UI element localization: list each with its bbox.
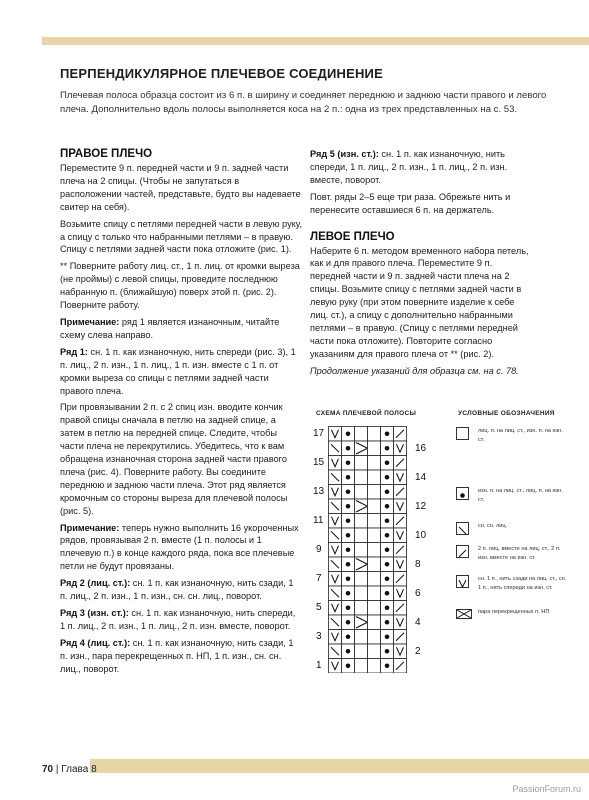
chart-cell: [355, 485, 368, 500]
slash-left-icon: [456, 522, 469, 535]
left-shoulder-heading: ЛЕВОЕ ПЛЕЧО: [310, 230, 395, 243]
row-label: Ряд 1:: [60, 346, 88, 357]
purl-dot-mark: [385, 460, 390, 465]
purl-dot-mark: [385, 576, 390, 581]
footer-separator: |: [55, 764, 62, 775]
row-text: сн. 1 п. как изнаночную, нить спереди (рис. 3), 1 п. лиц., 2 п. изн., 1 п. лиц., 1 п. изн. вместе с 1 п. от кромки выреза со спицы с петлями задней части правого плеча.: [60, 346, 296, 396]
purl-dot-mark: [385, 562, 390, 567]
purl-dot-mark: [346, 576, 351, 581]
chart-cell: [368, 470, 381, 485]
chart-cell: [355, 514, 368, 529]
slash-right-icon: [456, 545, 469, 558]
chart-cell: [368, 514, 381, 529]
purl-dot-mark: [385, 591, 390, 596]
chart-cell: [355, 528, 368, 543]
row-number: 12: [415, 500, 427, 512]
legend-text: сн. 1 п., нить сзади на лиц. ст., сн. 1 п., нить спереди на изн. ст.: [478, 576, 567, 591]
paragraph: Наберите 6 п. методом временного набора петель, как и для правого плеча. Переместите 9 п. передней части и 9 п. задней части плеча на 2 спицы. Возьмите спицу с петлями задней части в левую руку (при этом поверните изделие к себе лиц. ст.), а спицу с дополнительно набранными петлями – в правую. (Спицу с петлями передней части пока отложите). Повторите согласно указаниям для правого плеча от ** (рис. 2).: [310, 245, 529, 359]
row-number: 4: [415, 616, 421, 628]
chart-cell: [368, 557, 381, 572]
row-instruction: [60, 346, 302, 398]
row-number: 10: [415, 529, 427, 541]
row-number: 16: [415, 442, 427, 454]
dot-icon: [456, 487, 469, 500]
paragraph: Повт. ряды 2–5 еще три раза. Обрежьте нить и перенесите оставшиеся 6 п. на держатель.: [310, 191, 511, 215]
row-number: 8: [415, 558, 421, 570]
purl-dot-mark: [346, 620, 351, 625]
purl-dot-mark: [385, 518, 390, 523]
purl-dot-mark: [385, 489, 390, 494]
row-number: 3: [316, 631, 322, 642]
page-title: ПЕРПЕНДИКУЛЯРНОЕ ПЛЕЧЕВОЕ СОЕДИНЕНИЕ: [60, 66, 383, 81]
purl-dot-mark: [346, 446, 351, 451]
legend-text: лиц. п. на лиц. ст., изн. п. на изн. ст.: [478, 428, 563, 443]
purl-dot-mark: [346, 475, 351, 480]
row-instruction: [310, 148, 535, 187]
chart-cell: [368, 659, 381, 674]
legend-text: 2 п. лиц. вместе на лиц. ст., 2 п. изн. вместе на изн. ст.: [478, 546, 561, 561]
purl-dot-mark: [385, 533, 390, 538]
chart-grid: [329, 427, 407, 674]
purl-dot-mark: [346, 489, 351, 494]
note-label: Примечание:: [60, 522, 120, 533]
row-label: Ряд 4 (лиц. ст.):: [60, 637, 131, 648]
chart-cell: [355, 630, 368, 645]
purl-dot-mark: [385, 663, 390, 668]
purl-dot-mark: [385, 504, 390, 509]
legend-text: сн. сн. лиц.: [478, 523, 508, 529]
diagram-title: СХЕМА ПЛЕЧЕВОЙ ПОЛОСЫ: [316, 410, 417, 417]
purl-dot-mark: [346, 547, 351, 552]
row-instruction: [60, 607, 302, 633]
chart-cell: [355, 543, 368, 558]
purl-dot-mark: [346, 591, 351, 596]
note-paragraph: [60, 316, 302, 342]
knitting-chart: [328, 426, 408, 673]
purl-dot-mark: [346, 431, 351, 436]
chapter-label: Глава 8: [61, 764, 97, 775]
chart-cell: [368, 485, 381, 500]
chart-cell: [368, 630, 381, 645]
chart-cell: [355, 644, 368, 659]
row-number: 13: [313, 486, 325, 497]
chart-cell: [368, 427, 381, 442]
chart-cell: [368, 456, 381, 471]
purl-dot-mark: [346, 649, 351, 654]
row-number: 6: [415, 587, 421, 599]
right-column: [310, 148, 535, 382]
chart-cell: [355, 586, 368, 601]
empty-square-icon: [456, 427, 469, 440]
purl-dot-mark: [385, 446, 390, 451]
chart-cell: [355, 470, 368, 485]
page-footer: [42, 764, 97, 775]
continuation-note: Продолжение указаний для образца см. на с. 78.: [310, 365, 519, 376]
v-icon: [456, 575, 469, 588]
row-text: сн. 1 п. как изнаночную, нить сзади, 1 п. лиц., 2 п. изн., 1 п. изн., сн. сн. лиц., поворот.: [60, 578, 294, 602]
chart-cell: [355, 427, 368, 442]
purl-dot-mark: [385, 547, 390, 552]
row-number: 11: [313, 515, 324, 526]
right-shoulder-heading: ПРАВОЕ ПЛЕЧО: [60, 148, 153, 160]
row-instruction: [60, 577, 302, 603]
chart-cell: [355, 601, 368, 616]
chart-cell: [355, 456, 368, 471]
purl-dot-mark: [346, 504, 351, 509]
chart-cell: [368, 615, 381, 630]
note-paragraph: [60, 522, 302, 574]
top-decorative-bar: [42, 37, 589, 45]
chart-cell: [368, 499, 381, 514]
paragraph: ** Поверните работу лиц. ст., 1 п. лиц. от кромки выреза (не проймы) с левой спицы, проведите последнюю набранную п. (ближайшую) поверх этой п. (рис. 2). Поверните работу.: [60, 261, 300, 311]
row-text: сн. 1 п. как изнаночную, нить сзади, 1 п. изн., пара перекрещенных п. НП, 1 п. изн., сн. сн. лиц., поворот.: [60, 637, 294, 674]
paragraph: Возьмите спицу с петлями передней части в левую руку, а спицу с только что набранными петлями – в правую. Спицу с петлями задней части пока отложите (рис. 1).: [60, 218, 303, 255]
purl-dot-mark: [346, 533, 351, 538]
purl-dot-mark: [346, 518, 351, 523]
chart-cell: [355, 572, 368, 587]
row-number: 9: [316, 544, 322, 555]
page-number: 70: [42, 764, 54, 775]
chart-cell: [355, 659, 368, 674]
purl-dot-mark: [346, 634, 351, 639]
row-number: 15: [313, 457, 325, 468]
purl-dot-mark: [385, 634, 390, 639]
row-number: 5: [316, 602, 322, 613]
purl-dot-mark: [346, 663, 351, 668]
row-number: 7: [316, 573, 322, 584]
purl-dot-mark: [385, 605, 390, 610]
row-number: 2: [415, 645, 421, 657]
row-label: Ряд 2 (лиц. ст.):: [60, 578, 131, 589]
purl-dot-mark: [385, 649, 390, 654]
chart-cell: [368, 441, 381, 456]
row-number: 1: [316, 660, 322, 671]
chart-cell: [368, 543, 381, 558]
legend-text: изн. п. на лиц. ст., лиц. п. на изн. ст.: [478, 488, 563, 503]
purl-dot-mark: [346, 562, 351, 567]
note-label: Примечание:: [60, 316, 120, 327]
purl-dot-mark: [385, 431, 390, 436]
chart-cell: [368, 601, 381, 616]
paragraph: Переместите 9 п. передней части и 9 п. задней части плеча на 2 спицы. (Чтобы не запутаться в расположении частей, представьте, будто вы надеваете свитер на себя).: [60, 163, 301, 212]
bottom-decorative-bar: [90, 759, 589, 773]
row-number: 17: [313, 428, 325, 439]
watermark: PassionForum.ru: [512, 784, 581, 794]
row-text: сн. 1 п. как изнаночную, нить спереди, 1 п. лиц., 2 п. изн., 1 п. лиц., 2 п. изн. вместе, поворот.: [60, 608, 296, 631]
legend-text: пара перекрещенных п. НП: [478, 609, 550, 615]
chart-cell: [368, 572, 381, 587]
purl-dot-mark: [385, 475, 390, 480]
legend-title: УСЛОВНЫЕ ОБОЗНАЧЕНИЯ: [458, 410, 555, 417]
note-text: ряд 1 является изнаночным, читайте схему слева направо.: [60, 316, 280, 340]
row-label: Ряд 3 (изн. ст.):: [60, 608, 129, 618]
cross-icon: [456, 606, 472, 616]
row-text: сн. 1 п. как изнаночную, нить спереди, 1 п. лиц., 2 п. изн., 1 п. лиц., 2 п. изн. вместе, поворот.: [310, 149, 508, 185]
chart-cell: [368, 528, 381, 543]
row-label: Ряд 5 (изн. ст.):: [310, 149, 379, 159]
paragraph: При провязывании 2 п. с 2 спиц изн. вводите кончик правой спицы сначала в петлю на задней спице, а затем в петлю на передней спице. Следите, чтобы части плеча не перекрутились. Убедитесь, что к вам обращена изнаночная сторона задней части правого плеча (рис. 4). Поверните работу. Вы соедините переднюю и заднюю части плеча. Этот ряд является кромочным со стороны выреза для плечевой полосы (рис. 5).: [60, 402, 288, 516]
purl-dot-mark: [346, 605, 351, 610]
chart-cell: [368, 644, 381, 659]
purl-dot-mark: [346, 460, 351, 465]
note-text: теперь нужно выполнить 16 укороченных рядов, провязывая 2 п. вместе (1 п. полосы и 1 плечевую п.) в конце каждого ряда, пока все плечевые петли не будут провязаны.: [60, 522, 299, 572]
intro-paragraph: Плечевая полоса образца состоит из 6 п. в ширину и соединяет переднюю и заднюю части правого и левого плеча. Дополнительно вдоль полосы выполняется коса на 2 п.: одна из трех представленных на с. 53.: [60, 90, 547, 115]
row-number: 14: [415, 471, 427, 483]
purl-dot-mark: [385, 620, 390, 625]
left-column: [60, 148, 302, 680]
row-instruction: [60, 637, 302, 676]
chart-cell: [368, 586, 381, 601]
